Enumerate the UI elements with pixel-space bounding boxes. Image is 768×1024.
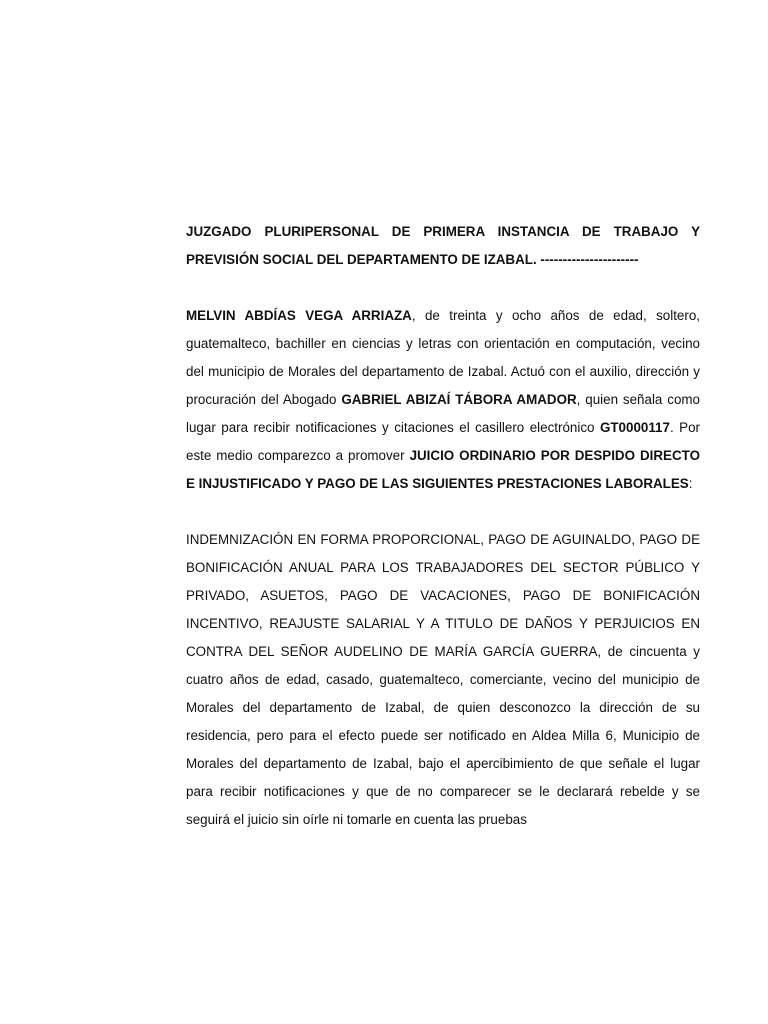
plaintiff-paragraph xyxy=(186,302,700,498)
document-page xyxy=(186,218,700,834)
electronic-box-code: GT0000117 xyxy=(599,420,670,435)
promote-text: . Por este medio comparezco a promover xyxy=(186,420,700,463)
plaintiff-name: MELVIN ABDÍAS VEGA ARRIAZA xyxy=(186,308,412,323)
lawyer-name: GABRIEL ABIZAÍ TÁBORA AMADOR xyxy=(341,392,577,407)
notification-text: , quien señala como lugar para recibir notificaciones y citaciones el casillero electrónico xyxy=(186,392,700,435)
plaintiff-details: , de treinta y ocho años de edad, soltero, guatemalteco, bachiller en ciencias y letras con orientación en computación, vecino del municipio de Morales del departamento de Izabal. Actuó con el auxilio, dirección y procuración del Abogado xyxy=(186,308,701,407)
claims-paragraph: INDEMNIZACIÓN EN FORMA PROPORCIONAL, PAGO DE AGUINALDO, PAGO DE BONIFICACIÓN ANUAL PARA LOS TRABAJADORES DEL SECTOR PÚBLICO Y PRIVADO, ASUETOS, PAGO DE VACACIONES, PAGO DE BONIFICACIÓN INCENTIVO, REAJUSTE SALARIAL Y A TITULO DE DAÑOS Y PERJUICIOS EN CONTRA DEL SEÑOR AUDELINO DE MARÍA GARCÍA GUERRA, de cincuenta y cuatro años de edad, casado, guatemalteco, comerciante, vecino del municipio de Morales del departamento de Izabal, de quien desconozco la dirección de su residencia, pero para el efecto puede ser notificado en Aldea Milla 6, Municipio de Morales del departamento de Izabal, bajo el apercibimiento de que señale el lugar para recibir notificaciones y que de no comparecer se le declarará rebelde y se seguirá el juicio sin oírle ni tomarle en cuenta las pruebas xyxy=(186,532,700,827)
paragraph-spacer xyxy=(186,498,700,526)
court-heading: JUZGADO PLURIPERSONAL DE PRIMERA INSTANCIA DE TRABAJO Y PREVISIÓN SOCIAL DEL DEPARTAMENTO DE IZABAL. ---------------------- xyxy=(186,224,700,267)
claim-colon: : xyxy=(688,476,693,491)
paragraph-spacer xyxy=(186,274,700,302)
claim-title: JUICIO ORDINARIO POR DESPIDO DIRECTO E INJUSTIFICADO Y PAGO DE LAS SIGUIENTES PRESTACIONES LABORALES xyxy=(186,448,701,491)
